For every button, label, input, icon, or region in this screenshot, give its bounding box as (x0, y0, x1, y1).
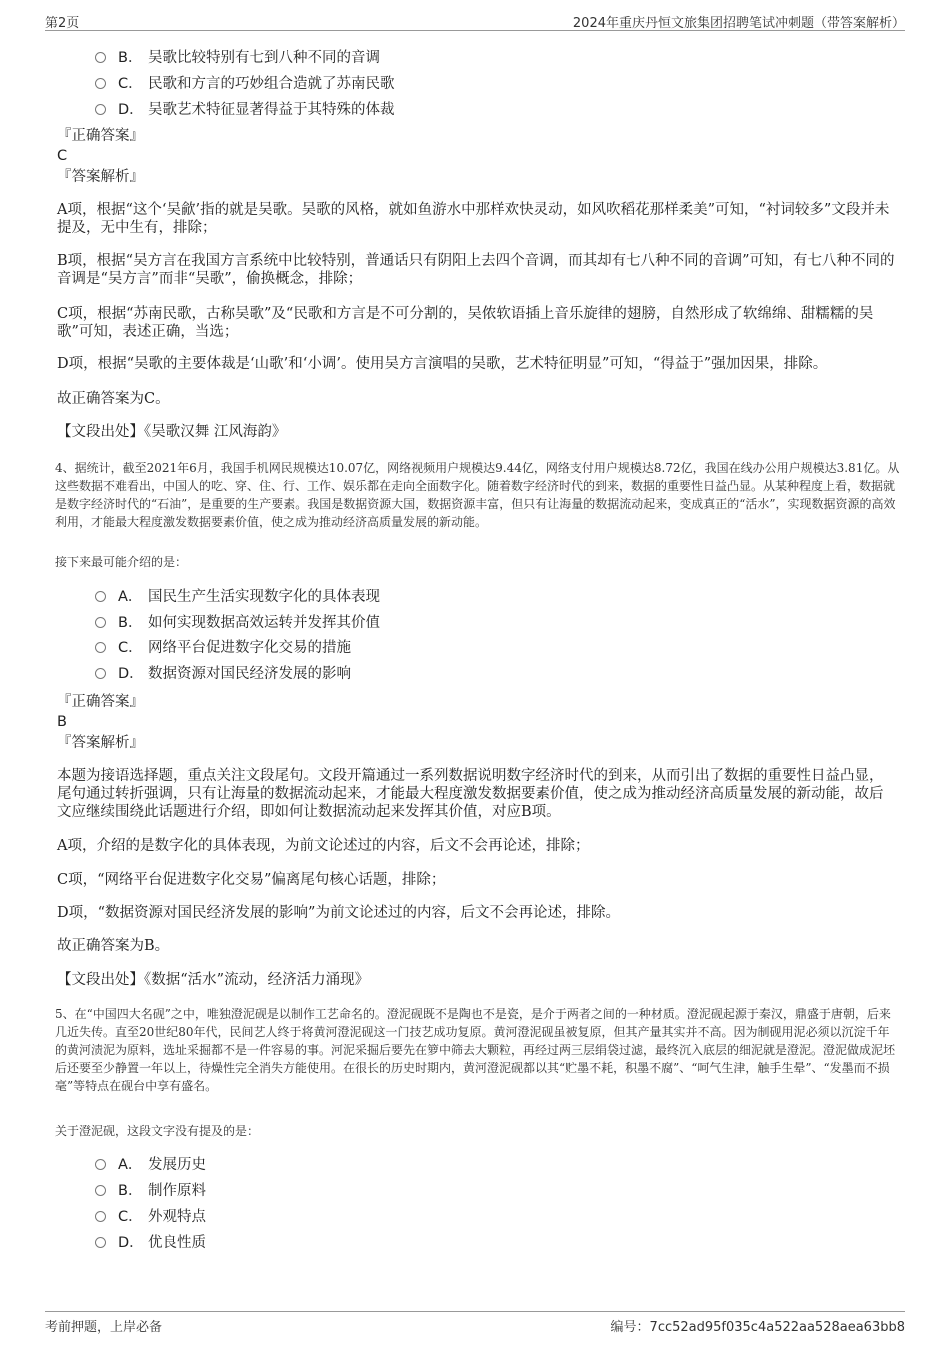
option-text: 国民生产生活实现数字化的具体表现 (148, 589, 380, 605)
option-text: 网络平台促进数字化交易的措施 (148, 640, 351, 656)
q5-question: 关于澄泥砚，这段文字没有提及的是： (55, 1124, 260, 1138)
q3-option-b[interactable]: B． 吴歌比较特别有七到八种不同的音调 (95, 48, 380, 68)
page-header (45, 10, 905, 31)
q3-analysis-c: C项，根据“苏南民歌，古称吴歌”及“民歌和方言是不可分割的，吴侬软语插上音乐旋律的翅膀，自然形成了软绵绵、甜糯糯的吴歌”可知，表述正确，当选； (57, 306, 874, 340)
option-text: 吴歌比较特别有七到八种不同的音调 (148, 50, 380, 66)
q3-answer-label: 『正确答案』 (57, 128, 144, 144)
q5-option-b[interactable]: B． 制作原料 (95, 1181, 206, 1201)
q4-conclusion: 故正确答案为B。 (57, 938, 170, 954)
q3-analysis-d: D项，根据“吴歌的主要体裁是‘山歌’和‘小调’。使用吴方言演唱的吴歌，艺术特征明显”可知，“得益于”强加因果，排除。 (57, 356, 828, 372)
q3-answer: C (57, 148, 68, 164)
q5-stem: 5、在“中国四大名砚”之中，唯独澄泥砚是以制作工艺命名的。澄泥砚既不是陶也不是瓷，是介于两者之间的一种材质。澄泥砚起源于秦汉，鼎盛于唐朝，后来几近失传。直至20世纪80年代，民间艺人终于将黄河澄泥砚这一门技艺成功复原。黄河澄泥砚虽被复原，但其产量其实并不高。因为制砚用泥必须以沉淀千年的黄河渍泥为原料，选址采掘都不是一件容易的事。河泥采掘后要先在箩中筛去大颗粒，再经过两三层绢袋过滤，最终沉入底层的细泥就是澄泥。澄泥做成泥坯后还要至少静置一年以上，待燥性完全消失方能使用。在很长的历史时期内，黄河澄泥砚都以其“贮墨不耗，积墨不腐”、“呵气生津，触手生晕”、“发墨而不损毫”等特点在砚台中享有盛名。 (55, 1007, 896, 1093)
option-text: 发展历史 (148, 1157, 206, 1173)
radio-icon[interactable] (95, 1237, 106, 1248)
page-footer (45, 1311, 905, 1336)
q3-conclusion: 故正确答案为C。 (57, 391, 170, 407)
document-code (611, 1316, 905, 1335)
radio-icon[interactable] (95, 1211, 106, 1222)
q3-option-c[interactable]: C． 民歌和方言的巧妙组合造就了苏南民歌 (95, 74, 395, 94)
page-number: 第2页 (45, 16, 80, 31)
option-text: 数据资源对国民经济发展的影响 (148, 666, 351, 682)
q4-answer-label: 『正确答案』 (57, 694, 144, 710)
q3-analysis-b: B项，根据“吴方言在我国方言系统中比较特别，普通话只有阴阳上去四个音调，而其却有七八种不同的音调”可知，有七八种不同的音调是“吴方言”而非“吴歌”，偷换概念，排除； (57, 253, 895, 287)
document-title: 2024年重庆丹恒文旅集团招聘笔试冲刺题（带答案解析） (572, 16, 905, 31)
q4-option-c[interactable]: C． 网络平台促进数字化交易的措施 (95, 638, 351, 658)
option-text: 民歌和方言的巧妙组合造就了苏南民歌 (148, 76, 395, 92)
q4-analysis-c: C项，“网络平台促进数字化交易”偏离尾句核心话题，排除； (57, 872, 446, 888)
option-text: 如何实现数据高效运转并发挥其价值 (148, 615, 380, 631)
q5-option-c[interactable]: C． 外观特点 (95, 1207, 206, 1227)
radio-icon[interactable] (95, 52, 106, 63)
option-text: 优良性质 (148, 1235, 206, 1251)
radio-icon[interactable] (95, 1185, 106, 1196)
radio-icon[interactable] (95, 78, 106, 89)
q4-option-b[interactable]: B． 如何实现数据高效运转并发挥其价值 (95, 613, 380, 633)
q4-analysis-label: 『答案解析』 (57, 735, 144, 751)
footer-slogan: 考前押题，上岸必备 (45, 1320, 163, 1335)
q5-option-d[interactable]: D． 优良性质 (95, 1233, 206, 1253)
q4-option-a[interactable]: A． 国民生产生活实现数字化的具体表现 (95, 587, 380, 607)
q3-analysis-a: A项，根据“这个‘吴歈’指的就是吴歌。吴歌的风格，就如鱼游水中那样欢快灵动，如风吹稻花那样柔美”可知，“衬词较多”文段并未提及，无中生有，排除； (57, 202, 890, 236)
q4-stem: 4、据统计，截至2021年6月，我国手机网民规模达10.07亿，网络视频用户规模达9.44亿，网络支付用户规模达8.72亿，我国在线办公用户规模达3.81亿。从这些数据不难看出，中国人的吃、穿、住、行、工作、娱乐都在走向全面数字化。随着数字经济时代的到来，数据的重要性日益凸显。从某种程度上看，数据就是数字经济时代的“石油”，是重要的生产要素。我国是数据资源大国，数据资源丰富，但只有让海量的数据流动起来，变成真正的“活水”，实现数据资源的高效利用，才能最大程度激发数据要素价值，使之成为推动经济高质量发展的新动能。 (55, 461, 900, 529)
q4-source: 【文段出处】《数据“活水”流动，经济活力涌现》 (57, 972, 370, 988)
q4-question: 接下来最可能介绍的是： (55, 555, 188, 569)
option-text: 外观特点 (148, 1209, 206, 1225)
q4-analysis-main: 本题为接语选择题，重点关注文段尾句。文段开篇通过一系列数据说明数字经济时代的到来，从而引出了数据的重要性日益凸显，尾句通过转折强调，只有让海量的数据流动起来，才能最大程度激发数据要素价值，使之成为推动经济高质量发展的新动能，故后文应继续围绕此话题进行介绍，即如何让数据流动起来发挥其价值，对应B项。 (57, 768, 884, 820)
q3-source: 【文段出处】《吴歌汉舞 江风海韵》 (57, 424, 287, 440)
radio-icon[interactable] (95, 668, 106, 679)
q4-analysis-d: D项，“数据资源对国民经济发展的影响”为前文论述过的内容，后文不会再论述，排除。 (57, 905, 620, 921)
option-text: 吴歌艺术特征显著得益于其特殊的体裁 (148, 102, 395, 118)
q4-answer: B (57, 714, 67, 730)
radio-icon[interactable] (95, 617, 106, 628)
q3-option-d[interactable]: D． 吴歌艺术特征显著得益于其特殊的体裁 (95, 100, 395, 120)
radio-icon[interactable] (95, 591, 106, 602)
q5-option-a[interactable]: A． 发展历史 (95, 1155, 206, 1175)
radio-icon[interactable] (95, 642, 106, 653)
code-value: 7cc52ad95f035c4a522aa528aea63bb8 (649, 1320, 905, 1335)
radio-icon[interactable] (95, 1159, 106, 1170)
option-text: 制作原料 (148, 1183, 206, 1199)
q4-analysis-a: A项，介绍的是数字化的具体表现，为前文论述过的内容，后文不会再论述，排除； (57, 838, 590, 854)
q3-analysis-label: 『答案解析』 (57, 169, 144, 185)
q4-option-d[interactable]: D． 数据资源对国民经济发展的影响 (95, 664, 351, 684)
radio-icon[interactable] (95, 104, 106, 115)
code-label: 编号： (610, 1320, 650, 1335)
